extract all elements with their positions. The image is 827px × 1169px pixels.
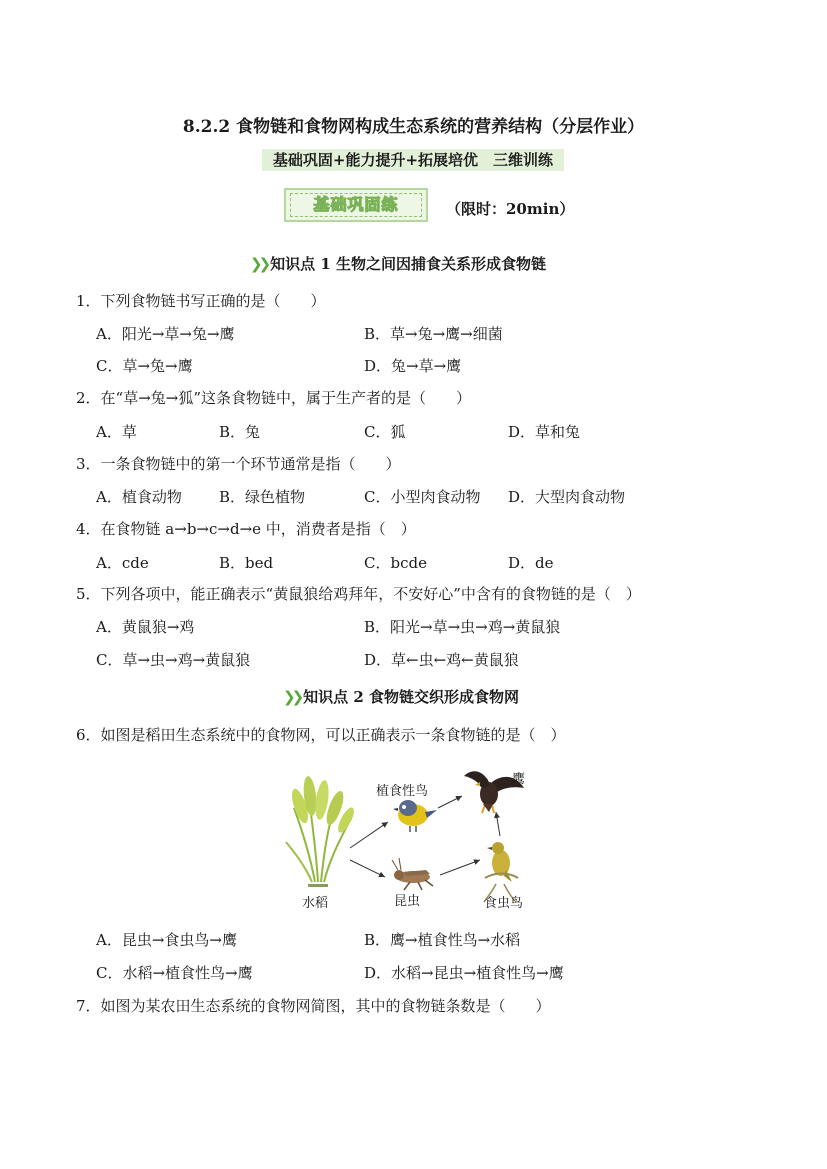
section-heading-label: 知识点 1 生物之间因捕食关系形成食物链	[270, 255, 547, 273]
double-chevron-icon: ❯❯	[250, 255, 268, 273]
page-subtitle: 基础巩固+能力提升+拓展培优 三维训练	[262, 149, 564, 171]
question-5-option-a: A．黄鼠狼→鸡	[96, 618, 195, 636]
question-3-option-b: B．绿色植物	[219, 488, 306, 506]
insect-image	[392, 858, 433, 890]
question-4-stem: 4．在食物链 a→b→c→d→e 中，消费者是指（ ）	[76, 520, 416, 538]
question-6-option-d: D．水稻→昆虫→植食性鸟→鹰	[364, 964, 564, 982]
question-3-stem: 3．一条食物链中的第一个环节通常是指（ ）	[76, 455, 401, 473]
question-6-option-a: A．昆虫→食虫鸟→鹰	[96, 931, 237, 949]
question-4-option-a: A．cde	[96, 554, 149, 572]
label-insect: 昆虫	[394, 894, 421, 909]
question-5-option-b: B．阳光→草→虫→鸡→黄鼠狼	[364, 618, 561, 636]
question-7-stem: 7．如图为某农田生态系统的食物网简图，其中的食物链条数是（ ）	[76, 997, 551, 1015]
arrow-insect-to-insectivore-bird	[440, 860, 480, 875]
question-5-option-d: D．草←虫←鸡←黄鼠狼	[364, 651, 519, 669]
question-1-option-a: A．阳光→草→兔→鹰	[96, 325, 235, 343]
arrow-rice-to-insect	[350, 860, 385, 877]
question-6-option-b: B．鹰→植食性鸟→水稻	[364, 931, 521, 949]
section-heading-2	[283, 686, 519, 707]
question-5-stem: 5．下列各项中，能正确表示“黄鼠狼给鸡拜年，不安好心”中含有的食物链的是（ ）	[76, 585, 641, 603]
question-6-stem: 6．如图是稻田生态系统中的食物网，可以正确表示一条食物链的是（ ）	[76, 726, 566, 744]
rice-plant-image	[286, 775, 357, 887]
section-heading-1	[250, 253, 546, 274]
label-insectivore-bird: 食虫鸟	[484, 896, 524, 911]
question-4-option-c: C．bcde	[364, 554, 427, 572]
question-6-option-c: C．水稻→植食性鸟→鹰	[96, 964, 253, 982]
label-eagle: 鹰	[512, 772, 526, 787]
question-5-option-c: C．草→虫→鸡→黄鼠狼	[96, 651, 251, 669]
arrow-rice-to-herbivore-bird	[350, 822, 388, 848]
question-1-option-c: C．草→兔→鹰	[96, 357, 193, 375]
question-1-stem: 1．下列食物链书写正确的是（ ）	[76, 292, 326, 310]
question-1-option-d: D．兔→草→鹰	[364, 357, 462, 375]
question-4-option-b: B．bed	[219, 554, 274, 572]
section-heading-label: 知识点 2 食物链交织形成食物网	[303, 688, 520, 706]
question-3-option-c: C．小型肉食动物	[364, 488, 481, 506]
question-2-option-a: A．草	[96, 423, 137, 441]
question-3-option-d: D．大型肉食动物	[508, 488, 626, 506]
arrow-insectivore-bird-to-eagle	[496, 812, 500, 836]
badge-label: 基础巩固练	[313, 195, 399, 214]
question-3-option-a: A．植食动物	[96, 488, 182, 506]
question-2-option-d: D．草和兔	[508, 423, 581, 441]
food-web-diagram	[280, 760, 540, 912]
question-1-option-b: B．草→兔→鹰→细菌	[364, 325, 503, 343]
question-2-option-b: B．兔	[219, 423, 261, 441]
section-badge	[284, 188, 434, 226]
question-2-stem: 2．在“草→兔→狐”这条食物链中，属于生产者的是（ ）	[76, 389, 472, 407]
herbivore-bird-image	[393, 800, 437, 832]
question-4-option-d: D．de	[508, 554, 554, 572]
double-chevron-icon: ❯❯	[283, 688, 301, 706]
label-herbivore-bird: 植食性鸟	[376, 784, 429, 799]
arrow-herbivore-bird-to-eagle	[438, 796, 462, 808]
time-limit: （限时：20min）	[446, 200, 575, 218]
question-2-option-c: C．狐	[364, 423, 406, 441]
page-title: 8.2.2 食物链和食物网构成生态系统的营养结构（分层作业）	[182, 117, 645, 137]
label-rice: 水稻	[302, 896, 329, 911]
